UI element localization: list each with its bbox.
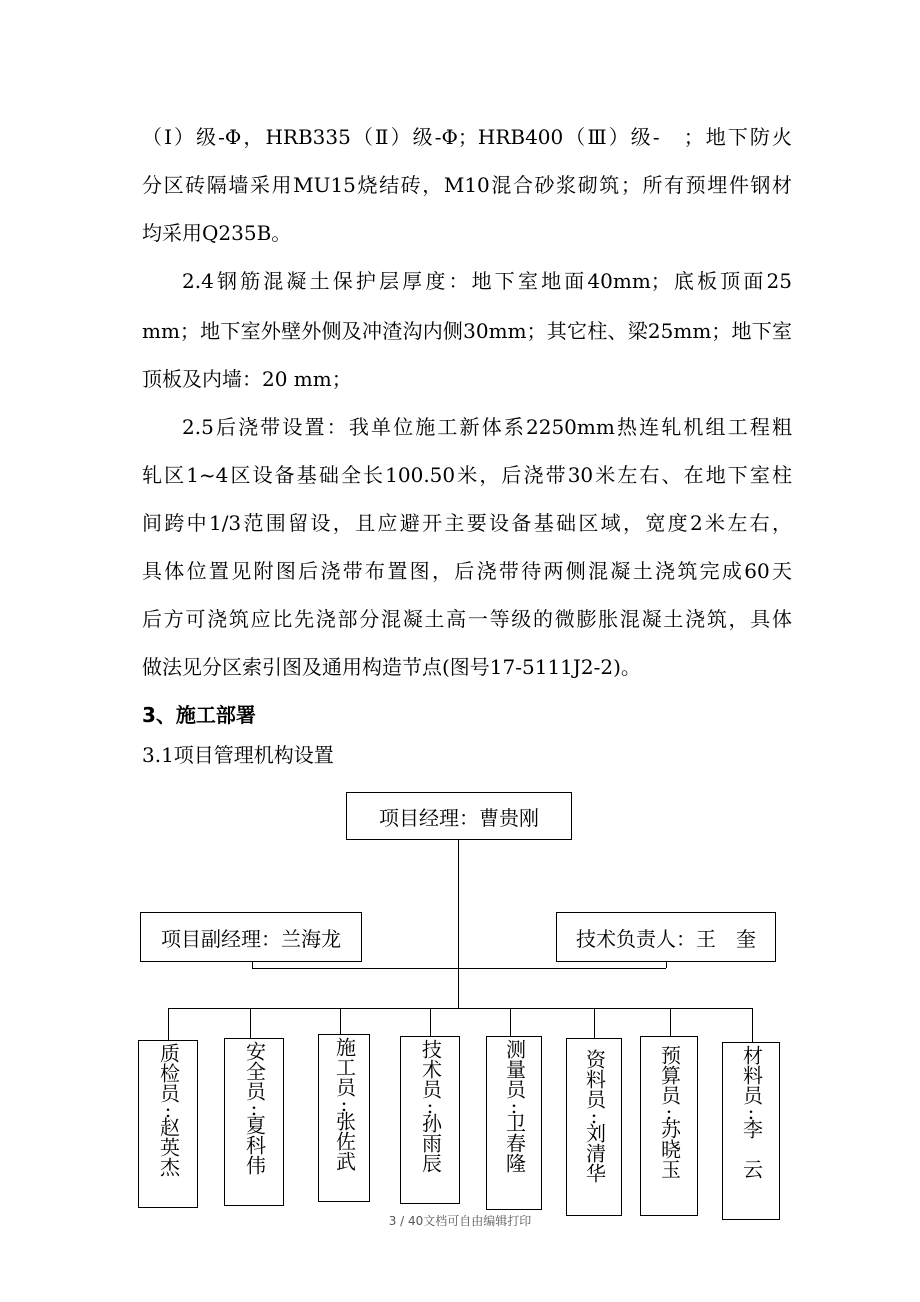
staff-box-safety: 安全员 : 夏科伟 bbox=[224, 1038, 284, 1206]
staff-box-materials: 材料员 : 李 云 bbox=[722, 1042, 780, 1220]
paragraph-line-3: 均采用Q235B。 bbox=[142, 221, 292, 245]
org-technical-lead: 技术负责人：王 奎 bbox=[556, 912, 776, 962]
connector-top-to-middle bbox=[458, 840, 459, 968]
paragraph-line-5: mm；地下室外壁外侧及冲渣沟内侧30mm；其它柱、梁25mm；地下室 bbox=[142, 319, 792, 343]
connector-right-stub bbox=[666, 962, 667, 968]
paragraph-line-4: 2.4钢筋混凝土保护层厚度：地下室地面40mm；底板顶面25 bbox=[182, 269, 792, 293]
connector-staff-6 bbox=[594, 1008, 595, 1038]
paragraph-line-8: 轧区1~4区设备基础全长100.50米，后浇带30米左右、在地下室柱 bbox=[142, 463, 792, 487]
subsection-heading: 3.1项目管理机构设置 bbox=[142, 743, 334, 767]
paragraph-line-1: （Ⅰ）级-Φ，HRB335（Ⅱ）级-Φ；HRB400（Ⅲ）级- ；地下防火 bbox=[142, 125, 792, 149]
staff-box-construction: 施工员 : 张佐武 bbox=[318, 1034, 370, 1202]
connector-staff-7 bbox=[670, 1008, 671, 1036]
connector-staff-5 bbox=[510, 1008, 511, 1036]
connector-middle-bar bbox=[252, 968, 666, 969]
staff-box-documents: 资料员 : 刘清华 bbox=[566, 1038, 622, 1216]
connector-staff-bar bbox=[168, 1008, 752, 1009]
connector-staff-2 bbox=[250, 1008, 251, 1038]
staff-box-technician: 技术员 : 孙雨辰 bbox=[400, 1036, 460, 1204]
paragraph-line-6: 顶板及内墙：20 mm； bbox=[142, 367, 352, 391]
section-heading: 3、施工部署 bbox=[142, 703, 256, 727]
connector-staff-4 bbox=[430, 1008, 431, 1036]
connector-staff-3 bbox=[340, 1008, 341, 1034]
org-top-manager: 项目经理：曹贵刚 bbox=[346, 792, 572, 840]
paragraph-line-7: 2.5后浇带设置：我单位施工新体系2250mm热连轧机组工程粗 bbox=[182, 415, 792, 439]
paragraph-line-10: 具体位置见附图后浇带布置图，后浇带待两侧混凝土浇筑完成60天 bbox=[142, 559, 792, 583]
connector-staff-8 bbox=[752, 1008, 753, 1042]
paragraph-line-12: 做法见分区索引图及通用构造节点(图号17-5111J2-2)。 bbox=[142, 655, 641, 679]
connector-middle-to-staff bbox=[458, 968, 459, 1008]
org-deputy-manager: 项目副经理：兰海龙 bbox=[140, 912, 362, 962]
connector-staff-1 bbox=[168, 1008, 169, 1040]
staff-box-quality: 质检员 : 赵英杰 bbox=[138, 1040, 198, 1208]
connector-left-stub bbox=[252, 962, 253, 968]
staff-box-budget: 预算员 : 苏晓玉 bbox=[640, 1036, 698, 1216]
staff-box-surveyor: 测量员 : 卫春隆 bbox=[486, 1036, 542, 1210]
paragraph-line-2: 分区砖隔墙采用MU15烧结砖，M10混合砂浆砌筑；所有预埋件钢材 bbox=[142, 173, 792, 197]
paragraph-line-11: 后方可浇筑应比先浇部分混凝土高一等级的微膨胀混凝土浇筑，具体 bbox=[142, 607, 792, 631]
paragraph-line-9: 间跨中1/3范围留设，且应避开主要设备基础区域，宽度2米左右， bbox=[142, 511, 792, 535]
page-footer: 3 / 40文档可自由编辑打印 bbox=[388, 1214, 532, 1228]
